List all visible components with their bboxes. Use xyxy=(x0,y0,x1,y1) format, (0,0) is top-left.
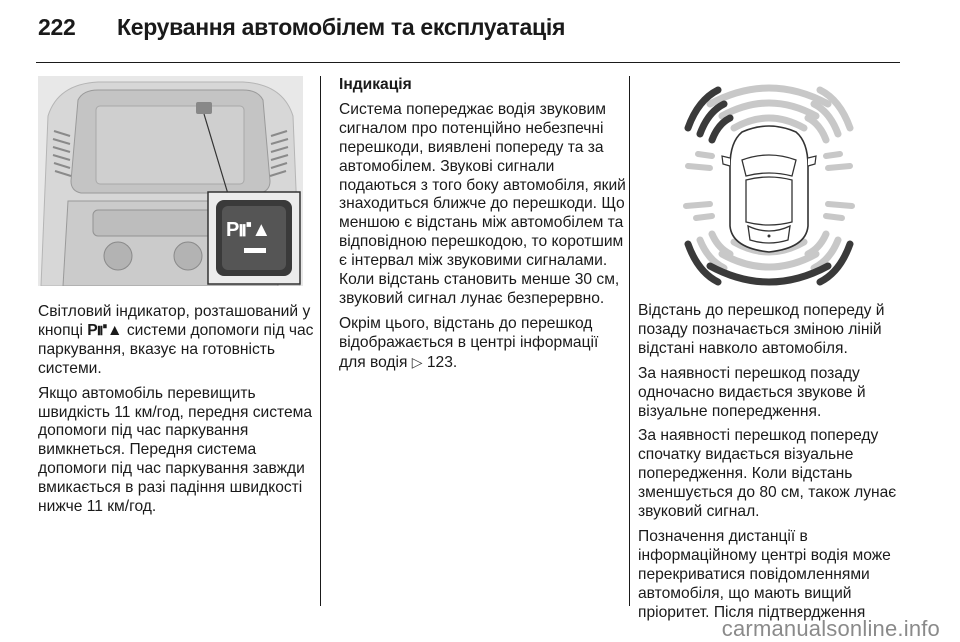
car-distance-lines-illustration xyxy=(638,76,900,286)
page-title: Керування автомобілем та експлуатація xyxy=(117,14,566,40)
park-assist-button-icon: P⑈▲ xyxy=(226,219,272,241)
page-reference-icon: ▷ xyxy=(411,353,423,370)
column-3 xyxy=(638,302,904,629)
paragraph: Світловий індикатор, розташований у кнопці P⑈▲ системи допомоги під час паркування, вказує на готовність системи. xyxy=(38,303,314,377)
watermark: carmanualsonline.info xyxy=(721,616,940,641)
indicator-icon xyxy=(196,102,212,114)
column-divider xyxy=(629,76,630,606)
paragraph: Якщо автомобіль перевищить швидкість 11 км/год, передня система допомоги під час паркування вимкнеться. Передня система допомоги під час паркування завжди вмикається в разі падіння швидкості нижче 11 км/год. xyxy=(38,384,313,516)
page-number: 222 xyxy=(38,14,76,40)
dashboard-park-assist-illustration xyxy=(38,76,303,286)
paragraph: За наявності перешкод позаду одночасно видається звукове й візуальне попередження. xyxy=(638,364,866,420)
column-divider xyxy=(320,76,321,606)
section-heading: Індикація xyxy=(339,76,412,93)
paragraph: Позначення дистанції в інформаційному центрі водія може перекриватися повідомленнями автомобіля, що мають вищий пріоритет. Після підтвердження xyxy=(638,527,891,621)
paragraph: Відстань до перешкод попереду й позаду позначається зміною ліній відстані навколо автомобіля. xyxy=(638,302,885,357)
paragraph: За наявності перешкод попереду спочатку видається візуальне попередження. Коли відстань зменшується до 80 см, також лунає звуковий сигнал. xyxy=(638,427,897,521)
park-assist-icon: P⑈▲ xyxy=(87,321,123,339)
paragraph: Система попереджає водія звуковим сигналом про потенційно небезпечні перешкоди, виявлені попереду та за автомобілем. Звукові сигнали подаються з того боку автомобіля, який знаходиться ближче до перешкоди. Що меншою є відстань між автомобілем та відповідною перешкодою, то коротшим є інтервал між звуковими сигналами. Коли відстань становить менше 30 см, звуковий сигнал лунає безперервно. xyxy=(339,100,626,307)
paragraph: Окрім цього, відстань до перешкод відображається в центрі інформації для водія ▷ 123. xyxy=(339,314,599,371)
column-1 xyxy=(38,303,316,523)
column-2 xyxy=(339,76,627,379)
header-rule xyxy=(36,62,900,63)
